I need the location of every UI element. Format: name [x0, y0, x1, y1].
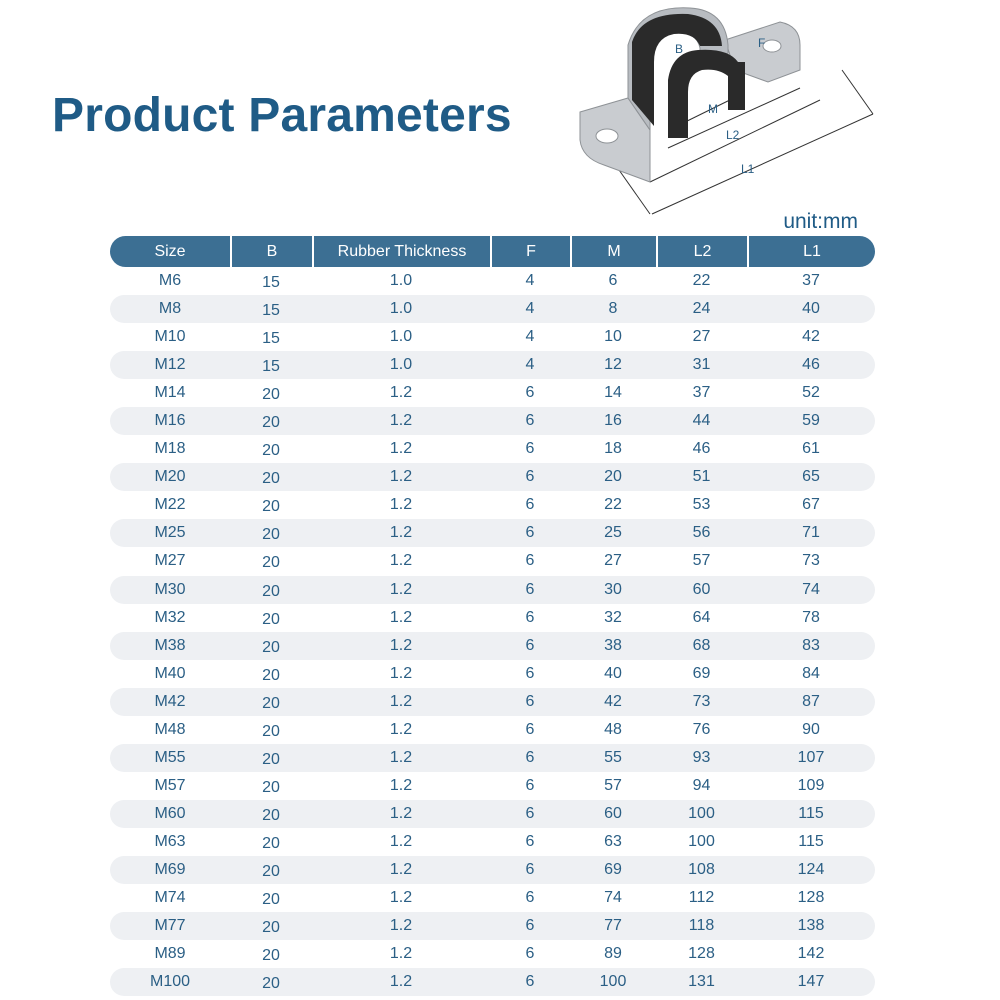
- cell-f: 6: [525, 692, 535, 710]
- cell-b: 20: [262, 975, 280, 993]
- cell-l1: 87: [802, 692, 820, 710]
- table-row: [110, 716, 875, 744]
- cell-f: 6: [525, 973, 535, 991]
- cell-m: 40: [604, 664, 622, 682]
- cell-l1: 61: [802, 440, 820, 458]
- cell-l1: 71: [802, 524, 820, 542]
- cell-rubber-thickness: 1.2: [389, 524, 413, 542]
- table-header: [110, 236, 875, 267]
- cell-f: 6: [525, 720, 535, 738]
- table-row: [110, 968, 875, 996]
- cell-f: 6: [525, 832, 535, 850]
- cell-b: 15: [262, 302, 280, 320]
- cell-b: 20: [262, 863, 280, 880]
- cell-m: 69: [604, 861, 622, 878]
- cell-rubber-thickness: 1.2: [389, 973, 413, 991]
- cell-l2: 51: [692, 468, 711, 486]
- cell-l2: 27: [692, 328, 711, 346]
- cell-l1: 73: [802, 552, 820, 570]
- header-m: M: [570, 236, 656, 267]
- cell-f: 6: [525, 524, 535, 542]
- cell-b: 20: [262, 750, 280, 768]
- cell-rubber-thickness: 1.2: [389, 636, 413, 654]
- cell-l1: 83: [802, 636, 820, 654]
- cell-m: 18: [604, 440, 622, 458]
- cell-m: 77: [604, 917, 622, 935]
- cell-f: 6: [525, 440, 535, 458]
- cell-l1: 115: [798, 832, 824, 850]
- cell-f: 6: [525, 468, 535, 486]
- cell-size: M20: [154, 468, 186, 486]
- cell-l2: 60: [692, 580, 711, 598]
- cell-f: 6: [525, 889, 535, 907]
- cell-rubber-thickness: 1.2: [389, 440, 413, 458]
- cell-rubber-thickness: 1.2: [389, 384, 413, 402]
- cell-l2: 100: [688, 804, 715, 822]
- cell-l2: 53: [692, 496, 711, 514]
- cell-l1: 42: [802, 328, 820, 346]
- cell-l2: 76: [692, 720, 711, 738]
- cell-m: 16: [604, 412, 622, 430]
- cell-m: 89: [604, 945, 622, 963]
- table-row: [110, 379, 875, 407]
- unit-label: unit:mm: [783, 210, 858, 233]
- cell-size: M40: [154, 664, 186, 682]
- cell-rubber-thickness: 1.2: [389, 412, 413, 430]
- cell-l2: 128: [688, 945, 715, 963]
- cell-m: 48: [604, 720, 622, 738]
- cell-rubber-thickness: 1.2: [389, 917, 413, 935]
- table-body: [110, 267, 875, 996]
- cell-l1: 52: [802, 384, 820, 402]
- cell-b: 20: [262, 610, 280, 628]
- cell-f: 4: [525, 328, 535, 346]
- cell-size: M8: [158, 300, 182, 318]
- cell-rubber-thickness: 1.2: [389, 945, 413, 963]
- cell-f: 4: [525, 272, 535, 290]
- cell-l1: 59: [802, 412, 820, 430]
- cell-size: M74: [154, 889, 186, 907]
- cell-m: 55: [604, 748, 622, 766]
- cell-l2: 31: [692, 356, 711, 374]
- cell-f: 6: [525, 945, 535, 963]
- cell-l1: 109: [797, 776, 825, 794]
- diagram-label-l2: L2: [726, 128, 740, 142]
- table-row: [110, 800, 875, 828]
- cell-rubber-thickness: 1.2: [389, 664, 413, 682]
- cell-rubber-thickness: 1.2: [389, 496, 413, 514]
- cell-size: M48: [154, 720, 186, 738]
- cell-m: 8: [608, 300, 618, 318]
- table-row: [110, 407, 875, 435]
- cell-size: M22: [154, 496, 186, 514]
- cell-rubber-thickness: 1.2: [389, 748, 413, 766]
- cell-b: 20: [262, 722, 280, 740]
- cell-f: 6: [525, 664, 535, 682]
- header-l1: L1: [747, 236, 875, 267]
- cell-rubber-thickness: 1.2: [389, 776, 413, 794]
- diagram-label-m: M: [708, 102, 718, 116]
- cell-b: 20: [262, 498, 280, 516]
- table-row: [110, 632, 875, 660]
- cell-rubber-thickness: 1.2: [389, 580, 413, 598]
- cell-b: 15: [262, 274, 280, 292]
- cell-b: 20: [262, 414, 280, 432]
- cell-l1: 40: [802, 300, 820, 318]
- cell-rubber-thickness: 1.2: [389, 468, 413, 486]
- cell-l2: 56: [692, 524, 711, 542]
- cell-f: 4: [525, 356, 535, 374]
- cell-f: 6: [525, 636, 535, 654]
- table-row: [110, 604, 875, 632]
- cell-m: 6: [608, 272, 618, 290]
- cell-l2: 69: [692, 664, 711, 682]
- cell-rubber-thickness: 1.0: [389, 328, 413, 346]
- cell-l1: 115: [798, 804, 824, 822]
- cell-f: 6: [525, 776, 535, 794]
- cell-l2: 46: [692, 440, 711, 458]
- cell-b: 20: [262, 806, 280, 824]
- cell-f: 6: [525, 748, 535, 766]
- cell-l2: 44: [692, 412, 711, 430]
- cell-size: M16: [154, 412, 186, 430]
- cell-m: 10: [604, 328, 622, 346]
- table-row: [110, 435, 875, 463]
- cell-f: 6: [525, 384, 535, 402]
- header-rubber-thickness: Rubber Thickness: [312, 236, 490, 267]
- cell-f: 6: [525, 496, 535, 514]
- cell-m: 32: [604, 608, 622, 626]
- cell-size: M27: [154, 552, 186, 570]
- table-row: [110, 912, 875, 940]
- cell-m: 38: [604, 636, 622, 654]
- cell-b: 20: [262, 694, 280, 712]
- diagram-label-b: B: [675, 42, 684, 56]
- cell-b: 20: [262, 919, 280, 937]
- cell-m: 100: [599, 973, 627, 991]
- cell-l1: 90: [802, 720, 820, 738]
- table-row: [110, 267, 875, 295]
- cell-m: 14: [604, 384, 622, 402]
- cell-size: M77: [154, 917, 186, 935]
- cell-size: M89: [154, 945, 186, 963]
- cell-b: 20: [262, 947, 280, 965]
- table-row: [110, 688, 875, 716]
- cell-l1: 142: [797, 945, 825, 963]
- table-row: [110, 772, 875, 800]
- cell-size: M60: [154, 804, 186, 822]
- table-row: [110, 940, 875, 968]
- cell-l1: 107: [797, 748, 825, 766]
- cell-size: M38: [154, 636, 186, 654]
- cell-size: M30: [154, 580, 186, 598]
- table-row: [110, 660, 875, 688]
- table-row: [110, 351, 875, 379]
- cell-size: M18: [154, 440, 186, 458]
- cell-b: 20: [262, 386, 280, 404]
- cell-m: 27: [604, 552, 622, 570]
- cell-l1: 138: [797, 917, 825, 935]
- cell-m: 74: [604, 889, 622, 907]
- header-f: F: [490, 236, 570, 267]
- table-row: [110, 828, 875, 856]
- cell-m: 25: [604, 524, 622, 542]
- cell-f: 6: [525, 552, 535, 570]
- header-l2: L2: [656, 236, 747, 267]
- cell-l1: 78: [802, 608, 820, 626]
- table-row: [110, 323, 875, 351]
- cell-f: 6: [525, 580, 535, 598]
- cell-l1: 67: [802, 496, 820, 514]
- cell-rubber-thickness: 1.2: [389, 692, 413, 710]
- cell-rubber-thickness: 1.2: [389, 720, 413, 738]
- table-row: [110, 547, 875, 575]
- cell-size: M12: [154, 356, 186, 374]
- cell-m: 57: [604, 776, 622, 794]
- cell-b: 20: [262, 638, 280, 656]
- cell-m: 42: [604, 692, 622, 710]
- diagram-label-f: F: [758, 36, 766, 50]
- cell-rubber-thickness: 1.0: [389, 300, 413, 318]
- cell-rubber-thickness: 1.0: [389, 272, 413, 290]
- cell-f: 6: [525, 917, 535, 935]
- cell-rubber-thickness: 1.0: [389, 356, 413, 374]
- cell-l2: 108: [688, 861, 715, 878]
- cell-size: M6: [158, 272, 182, 290]
- cell-f: 6: [525, 804, 535, 822]
- cell-m: 12: [604, 356, 622, 374]
- cell-size: M25: [154, 524, 186, 542]
- cell-l2: 24: [692, 300, 711, 318]
- cell-b: 20: [262, 470, 280, 488]
- cell-l1: 147: [797, 973, 825, 991]
- cell-l2: 64: [692, 608, 711, 626]
- pipe-clamp-diagram: [570, 0, 890, 225]
- cell-size: M32: [154, 608, 186, 626]
- diagram-label-l1: L1: [741, 162, 755, 176]
- cell-l2: 22: [692, 272, 711, 290]
- cell-m: 22: [604, 496, 622, 514]
- cell-rubber-thickness: 1.2: [389, 608, 413, 626]
- cell-l1: 65: [802, 468, 820, 486]
- cell-size: M57: [154, 776, 186, 794]
- cell-l2: 94: [692, 776, 711, 794]
- cell-l2: 131: [688, 973, 715, 991]
- cell-b: 15: [262, 358, 280, 376]
- cell-l1: 46: [802, 356, 820, 374]
- page-title: Product Parameters: [52, 89, 512, 142]
- cell-f: 6: [525, 861, 535, 878]
- cell-f: 6: [525, 608, 535, 626]
- cell-b: 20: [262, 834, 280, 852]
- cell-m: 60: [604, 804, 622, 822]
- cell-f: 6: [525, 412, 535, 430]
- cell-l2: 112: [688, 889, 715, 907]
- cell-b: 20: [262, 582, 280, 600]
- cell-b: 20: [262, 666, 280, 684]
- cell-l1: 124: [797, 861, 825, 878]
- cell-size: M69: [154, 861, 186, 878]
- cell-l1: 37: [802, 272, 820, 290]
- table-row: [110, 491, 875, 519]
- cell-b: 20: [262, 554, 280, 572]
- cell-l2: 93: [692, 748, 711, 766]
- cell-l2: 68: [692, 636, 711, 654]
- table-row: [110, 463, 875, 491]
- cell-f: 4: [525, 300, 535, 318]
- cell-rubber-thickness: 1.2: [389, 832, 413, 850]
- table-row: [110, 856, 875, 884]
- cell-rubber-thickness: 1.2: [389, 552, 413, 570]
- table-row: [110, 884, 875, 912]
- cell-b: 20: [262, 526, 280, 544]
- cell-size: M42: [154, 692, 186, 710]
- cell-l1: 74: [802, 580, 820, 598]
- table-row: [110, 576, 875, 604]
- cell-size: M55: [154, 748, 186, 766]
- cell-m: 63: [604, 832, 622, 850]
- cell-b: 15: [262, 330, 280, 348]
- cell-m: 20: [604, 468, 622, 486]
- cell-size: M14: [154, 384, 186, 402]
- table-row: [110, 519, 875, 547]
- cell-m: 30: [604, 580, 622, 598]
- cell-rubber-thickness: 1.2: [389, 804, 413, 822]
- header-size: Size: [154, 242, 186, 260]
- cell-rubber-thickness: 1.2: [389, 861, 413, 878]
- header-b: B: [230, 236, 312, 267]
- cell-l1: 128: [797, 889, 825, 907]
- cell-l1: 84: [802, 664, 820, 682]
- table-row: [110, 295, 875, 323]
- cell-b: 20: [262, 891, 280, 909]
- cell-size: M10: [154, 328, 186, 346]
- table-row: [110, 744, 875, 772]
- cell-size: M100: [149, 973, 191, 991]
- cell-l2: 100: [688, 832, 715, 850]
- cell-l2: 73: [692, 692, 711, 710]
- cell-l2: 118: [688, 917, 715, 935]
- parameters-table: [110, 236, 875, 996]
- cell-b: 20: [262, 442, 280, 460]
- cell-rubber-thickness: 1.2: [389, 889, 413, 907]
- cell-l2: 57: [692, 552, 711, 570]
- cell-l2: 37: [692, 384, 711, 402]
- cell-size: M63: [154, 832, 186, 850]
- cell-b: 20: [262, 778, 280, 796]
